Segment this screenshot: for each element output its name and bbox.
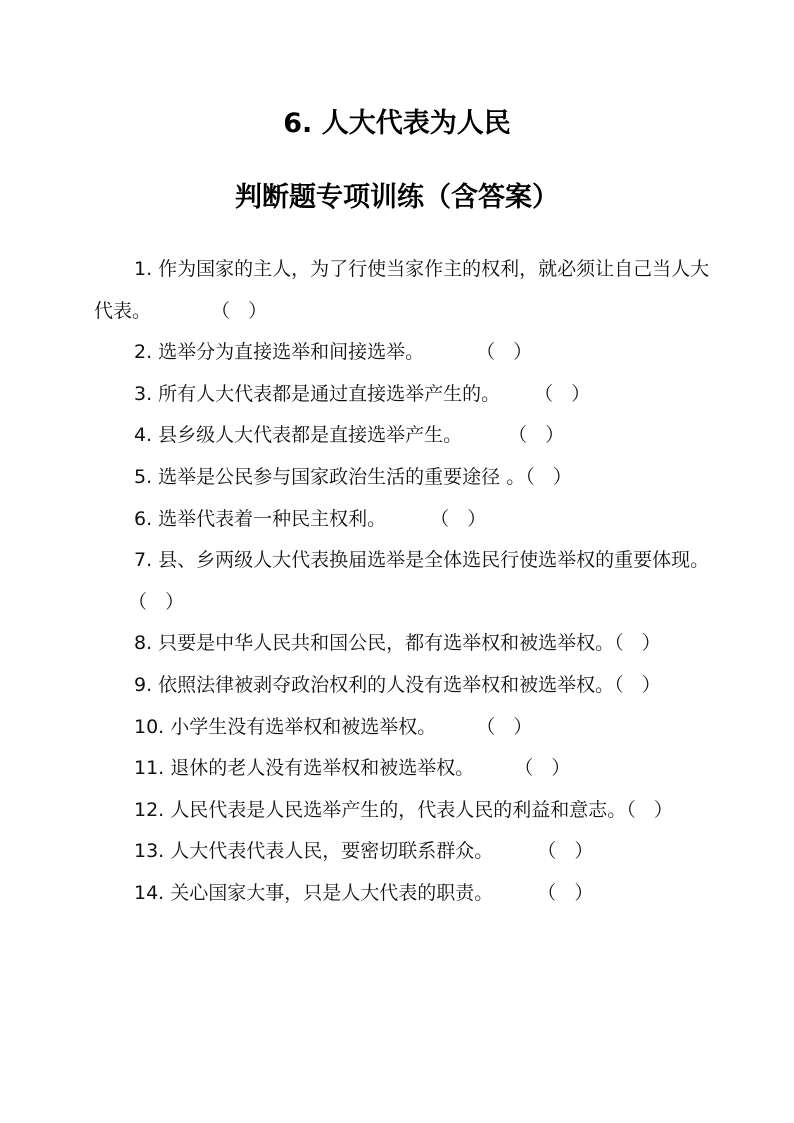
question-item xyxy=(94,623,714,665)
answer-parenthesis: （ ） xyxy=(476,715,533,738)
question-item xyxy=(94,790,714,832)
question-item xyxy=(94,873,714,915)
question-item xyxy=(94,665,714,707)
answer-parenthesis: （ ） xyxy=(534,382,591,405)
answer-parenthesis: （ ） xyxy=(626,798,673,821)
question-item xyxy=(94,707,714,749)
question-item xyxy=(94,457,714,499)
question-text: 7. 县、乡两级人大代表换届选举是全体选民行使选举权的重要体现。 xyxy=(134,549,710,572)
question-item xyxy=(94,415,714,457)
answer-parenthesis: （ ） xyxy=(128,590,185,613)
question-text: 14. 关心国家大事，只是人大代表的职责。 xyxy=(134,881,494,904)
question-item xyxy=(94,831,714,873)
question-text: 5. 选举是公民参与国家政治生活的重要途径 。 xyxy=(134,465,526,488)
question-text: 2. 选举分为直接选举和间接选举。 xyxy=(134,341,425,364)
page-subtitle: 判断题专项训练（含答案） xyxy=(235,182,559,213)
answer-parenthesis: （ ） xyxy=(537,881,594,904)
question-item xyxy=(94,332,714,374)
page-title: 6. 人大代表为人民 xyxy=(283,108,511,139)
answer-parenthesis: （ ） xyxy=(537,840,594,863)
answer-parenthesis: （ ） xyxy=(525,465,572,488)
question-text: 4. 县乡级人大代表都是直接选举产生。 xyxy=(134,424,463,447)
answer-parenthesis: （ ） xyxy=(614,673,661,696)
answer-parenthesis: （ ） xyxy=(514,757,571,780)
question-text: 6. 选举代表着一种民主权利。 xyxy=(134,507,387,530)
question-item xyxy=(94,374,714,416)
answer-parenthesis: （ ） xyxy=(430,507,487,530)
question-text: 8. 只要是中华人民共和国公民，都有选举权和被选举权。 xyxy=(134,632,615,655)
question-text: 11. 退休的老人没有选举权和被选举权。 xyxy=(134,757,475,780)
question-text: 10. 小学生没有选举权和被选举权。 xyxy=(134,715,437,738)
question-item xyxy=(94,540,714,623)
question-text: 1. 作为国家的主人，为了行使当家作主的权利，就必须让自己当人大代表。 xyxy=(94,258,710,322)
question-text: 13. 人大代表代表人民，要密切联系群众。 xyxy=(134,840,494,863)
answer-parenthesis: （ ） xyxy=(211,299,268,322)
question-item xyxy=(94,249,714,332)
answer-parenthesis: （ ） xyxy=(508,424,565,447)
answer-parenthesis: （ ） xyxy=(614,632,661,655)
question-text: 12. 人民代表是人民选举产生的，代表人民的利益和意志。 xyxy=(134,798,627,821)
answer-parenthesis: （ ） xyxy=(476,341,533,364)
question-text: 3. 所有人大代表都是通过直接选举产生的。 xyxy=(134,382,501,405)
question-text: 9. 依照法律被剥夺政治权利的人没有选举权和被选举权。 xyxy=(134,673,615,696)
question-item xyxy=(94,748,714,790)
question-item xyxy=(94,499,714,541)
question-list xyxy=(94,249,714,915)
